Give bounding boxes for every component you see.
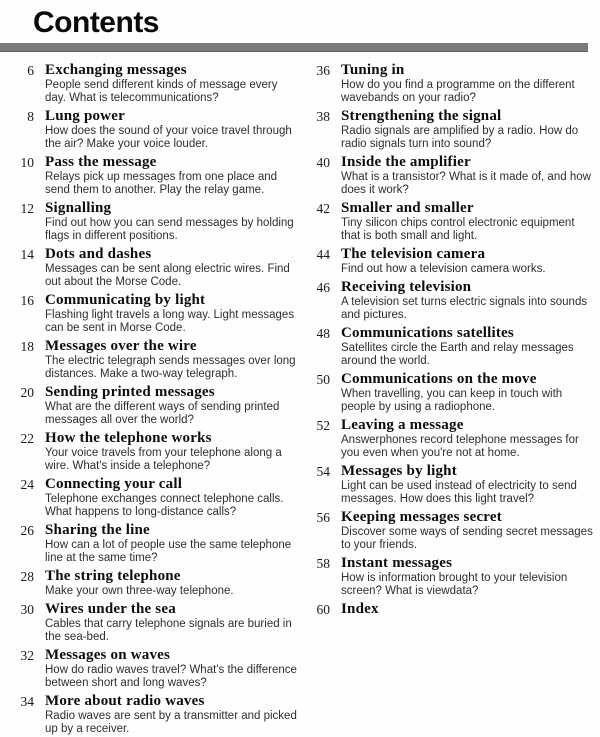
toc-entry-description: Relays pick up messages from one place and send them to another. Play the relay game. xyxy=(45,171,278,196)
toc-entry xyxy=(304,555,600,598)
toc-entry-description: Find out how a television camera works. xyxy=(341,263,546,275)
toc-entry-body xyxy=(45,246,299,289)
toc-entry-body xyxy=(341,417,595,460)
toc-entry-description: How does the sound of your voice travel through the air? Make your voice louder. xyxy=(45,125,292,150)
toc-entry-title: Communicating by light xyxy=(45,292,206,308)
toc-entry-description: Tiny silicon chips control electronic equipment that is both small and light. xyxy=(341,217,575,242)
toc-entry-body xyxy=(341,62,595,105)
toc-page-number: 44 xyxy=(316,247,330,262)
toc-entry-body xyxy=(45,647,299,690)
toc-entry-title: More about radio waves xyxy=(45,693,205,709)
toc-page-number: 40 xyxy=(316,155,330,170)
toc-entry xyxy=(304,62,600,105)
toc-page-number: 8 xyxy=(27,109,34,124)
toc-entry xyxy=(8,108,304,151)
toc-entry-description: What are the different ways of sending printed messages all over the world? xyxy=(45,401,280,426)
toc-entry-title: The television camera xyxy=(341,246,486,262)
toc-entry-description: How do you find a programme on the different wavebands on your radio? xyxy=(341,79,575,104)
toc-page-number: 18 xyxy=(20,339,34,354)
toc-entry xyxy=(8,647,304,690)
toc-page-number: 38 xyxy=(316,109,330,124)
toc-entry-title: Smaller and smaller xyxy=(341,200,474,216)
toc-column-right xyxy=(304,62,600,737)
toc-entry xyxy=(304,154,600,197)
toc-entry-body xyxy=(341,200,595,243)
toc-entry-title: Signalling xyxy=(45,200,112,216)
toc-entry-body xyxy=(341,601,595,618)
toc-entry-body xyxy=(341,154,595,197)
toc-entry-description: Your voice travels from your telephone along a wire. What's inside a telephone? xyxy=(45,447,282,472)
toc-entry xyxy=(304,246,600,276)
toc-page-number: 20 xyxy=(20,385,34,400)
toc-entry xyxy=(8,292,304,335)
toc-entry-title: How the telephone works xyxy=(45,430,212,446)
toc-entry-description: Radio signals are amplified by a radio. How do radio signals turn into sound? xyxy=(341,125,579,150)
toc-page-number: 36 xyxy=(316,63,330,78)
toc-entry xyxy=(304,325,600,368)
toc-entry-body xyxy=(45,601,299,644)
toc-entry-description: Satellites circle the Earth and relay messages around the world. xyxy=(341,342,574,367)
toc-entry-title: Strengthening the signal xyxy=(341,108,502,124)
toc-entry-description: Cables that carry telephone signals are buried in the sea-bed. xyxy=(45,618,292,643)
toc-entry xyxy=(304,279,600,322)
toc-entry-description: Telephone exchanges connect telephone calls. What happens to long-distance calls? xyxy=(45,493,284,518)
toc-page-number: 50 xyxy=(316,372,330,387)
title-rule xyxy=(0,43,588,52)
toc-entry-description: A television set turns electric signals into sounds and pictures. xyxy=(341,296,588,321)
toc-entry-body xyxy=(341,555,595,598)
toc-entry-body xyxy=(341,246,595,276)
toc-entry-description: Flashing light travels a long way. Light messages can be sent in Morse Code. xyxy=(45,309,295,334)
toc-page-number: 22 xyxy=(20,431,34,446)
toc-entry-body xyxy=(341,463,595,506)
toc-entry-title: Tuning in xyxy=(341,62,405,78)
toc-entry-title: Connecting your call xyxy=(45,476,183,492)
toc-entry-body xyxy=(45,693,299,736)
toc-entry-description: How is information brought to your television screen? What is viewdata? xyxy=(341,572,568,597)
toc-page-number: 58 xyxy=(316,556,330,571)
toc-page-number: 42 xyxy=(316,201,330,216)
toc-entry-body xyxy=(45,384,299,427)
toc-page-number: 34 xyxy=(20,694,34,709)
toc-column-left xyxy=(8,62,304,737)
toc-entry-body xyxy=(341,371,595,414)
toc-entry-body xyxy=(45,568,299,598)
toc-entry-title: Messages on waves xyxy=(45,647,171,663)
toc-page-number: 32 xyxy=(20,648,34,663)
toc-entry-title: Keeping messages secret xyxy=(341,509,502,525)
toc-entry-body xyxy=(45,200,299,243)
toc-entry-body xyxy=(45,292,299,335)
toc-entry xyxy=(8,430,304,473)
toc-entry-body xyxy=(341,325,595,368)
toc-page-number: 12 xyxy=(20,201,34,216)
toc-entry xyxy=(8,693,304,736)
toc-entry-description: Radio waves are sent by a transmitter and picked up by a receiver. xyxy=(45,710,297,735)
page-title: Contents xyxy=(33,6,159,39)
toc-entry-description: Find out how you can send messages by holding flags in different positions. xyxy=(45,217,294,242)
toc-entry-title: Sharing the line xyxy=(45,522,150,538)
toc-entry-description: People send different kinds of message every day. What is telecommunications? xyxy=(45,79,278,104)
page-header xyxy=(0,0,600,52)
toc-entry xyxy=(304,200,600,243)
toc-entry-description: Messages can be sent along electric wires. Find out about the Morse Code. xyxy=(45,263,290,288)
toc-entry-body xyxy=(341,108,595,151)
toc-entry-title: Instant messages xyxy=(341,555,453,571)
toc-entry-description: Discover some ways of sending secret messages to your friends. xyxy=(341,526,593,551)
toc-entry-title: Pass the message xyxy=(45,154,157,170)
toc-entry-title: The string telephone xyxy=(45,568,181,584)
toc-entry-title: Leaving a message xyxy=(341,417,464,433)
toc-entry-description: How can a lot of people use the same telephone line at the same time? xyxy=(45,539,292,564)
toc-entry-title: Messages by light xyxy=(341,463,457,479)
toc-entry-body xyxy=(45,108,299,151)
toc-entry xyxy=(8,246,304,289)
toc-entry-title: Receiving television xyxy=(341,279,472,295)
toc-entry xyxy=(8,601,304,644)
toc-entry-title: Exchanging messages xyxy=(45,62,187,78)
toc-entry-body xyxy=(45,154,299,197)
toc-page-number: 26 xyxy=(20,523,34,538)
toc-page-number: 16 xyxy=(20,293,34,308)
toc-entry-body xyxy=(341,509,595,552)
toc-entry xyxy=(8,154,304,197)
toc-entry xyxy=(304,509,600,552)
toc-page-number: 48 xyxy=(316,326,330,341)
toc-page-number: 60 xyxy=(316,602,330,617)
toc-page-number: 10 xyxy=(20,155,34,170)
toc-entry-body xyxy=(45,430,299,473)
toc-entry-description: Answerphones record telephone messages for you even when you're not at home. xyxy=(341,434,579,459)
toc-page-number: 6 xyxy=(27,63,34,78)
toc-columns xyxy=(0,52,600,737)
toc-entry-title: Wires under the sea xyxy=(45,601,176,617)
toc-entry-body xyxy=(45,62,299,105)
toc-entry-description: How do radio waves travel? What's the difference between short and long waves? xyxy=(45,664,297,689)
toc-page-number: 52 xyxy=(316,418,330,433)
toc-entry-title: Communications satellites xyxy=(341,325,514,341)
toc-entry xyxy=(304,371,600,414)
toc-entry xyxy=(304,601,600,618)
toc-entry-title: Index xyxy=(341,601,379,617)
toc-page-number: 30 xyxy=(20,602,34,617)
toc-entry xyxy=(304,417,600,460)
toc-entry-title: Dots and dashes xyxy=(45,246,152,262)
toc-entry xyxy=(8,384,304,427)
toc-entry-body xyxy=(45,522,299,565)
toc-entry-title: Inside the amplifier xyxy=(341,154,471,170)
toc-page-number: 56 xyxy=(316,510,330,525)
toc-entry-body xyxy=(45,476,299,519)
toc-entry xyxy=(8,338,304,381)
toc-entry-description: Light can be used instead of electricity to send messages. How does this light travel? xyxy=(341,480,577,505)
toc-entry xyxy=(8,568,304,598)
toc-entry-description: Make your own three-way telephone. xyxy=(45,585,234,597)
toc-entry xyxy=(8,200,304,243)
toc-entry-body xyxy=(341,279,595,322)
toc-entry-description: What is a transistor? What is it made of, and how does it work? xyxy=(341,171,591,196)
toc-entry-title: Lung power xyxy=(45,108,125,124)
toc-page-number: 46 xyxy=(316,280,330,295)
toc-page-number: 54 xyxy=(316,464,330,479)
toc-entry-description: The electric telegraph sends messages over long distances. Make a two-way telegraph. xyxy=(45,355,296,380)
toc-entry xyxy=(304,108,600,151)
toc-entry xyxy=(8,62,304,105)
toc-entry-title: Communications on the move xyxy=(341,371,537,387)
toc-page-number: 24 xyxy=(20,477,34,492)
toc-entry xyxy=(8,476,304,519)
toc-entry-title: Sending printed messages xyxy=(45,384,215,400)
toc-entry-description: When travelling, you can keep in touch with people by using a radiophone. xyxy=(341,388,563,413)
toc-page-number: 14 xyxy=(20,247,34,262)
toc-entry-title: Messages over the wire xyxy=(45,338,197,354)
toc-entry xyxy=(8,522,304,565)
toc-entry-body xyxy=(45,338,299,381)
toc-entry xyxy=(304,463,600,506)
toc-page-number: 28 xyxy=(20,569,34,584)
